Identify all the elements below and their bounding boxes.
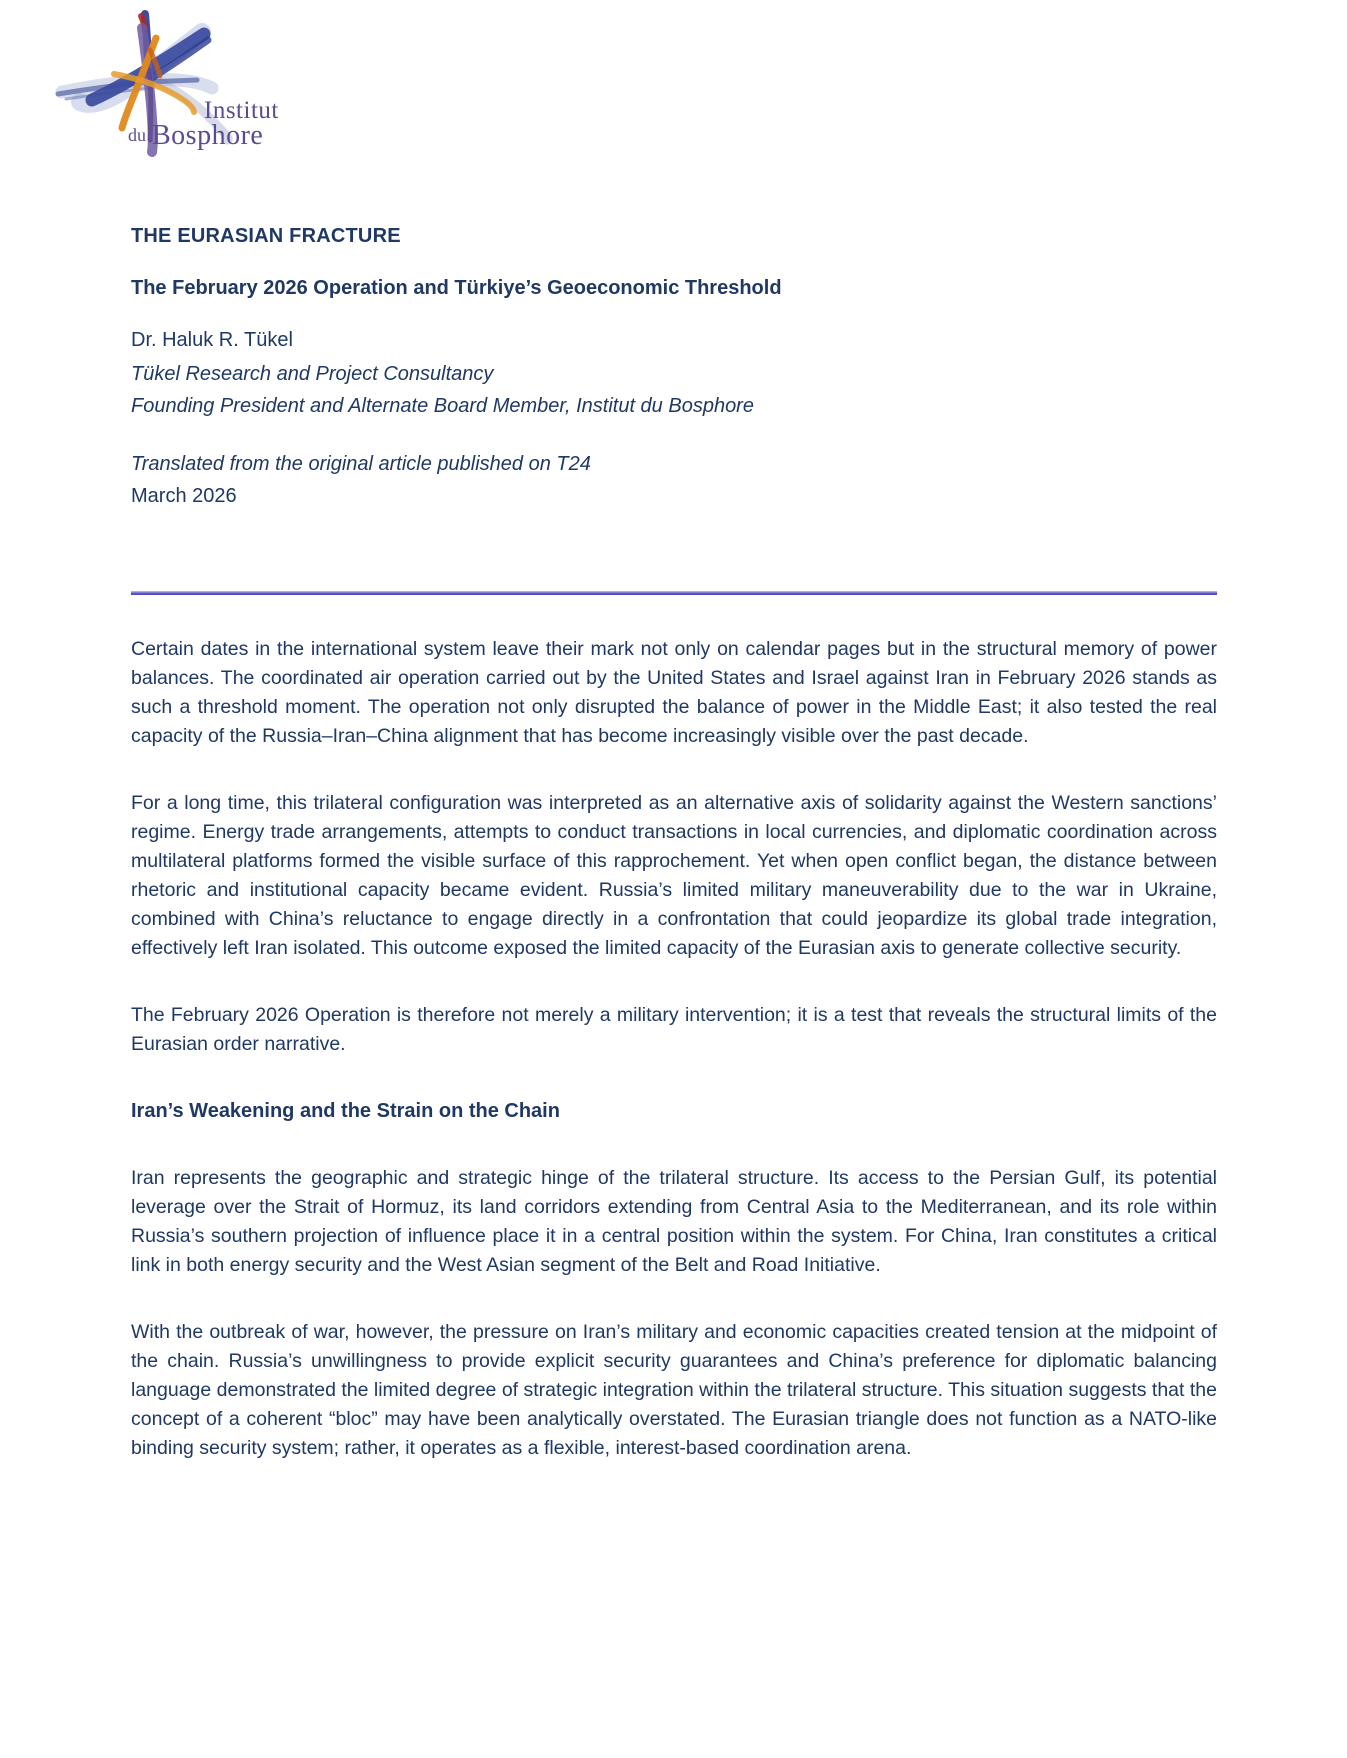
logo-text-institut: Institut — [204, 97, 279, 124]
translation-note: Translated from the original article published on T24 — [131, 453, 591, 475]
logo-text-du: du — [128, 125, 146, 145]
author-affiliation-institut: Founding President and Alternate Board Member, Institut du Bosphore — [131, 395, 754, 417]
article-content — [131, 222, 1217, 1463]
paragraph-5: With the outbreak of war, however, the pressure on Iran’s military and economic capacities created tension at the midpoint of the chain. Russia’s unwillingness to provide explicit security guarantees and China’s preference for diplomatic balancing language demonstrated the limited degree of strategic integration within the trilateral structure. This situation suggests that the concept of a coherent “bloc” may have been analytically overstated. The Eurasian triangle does not function as a NATO-like binding security system; rather, it operates as a flexible, interest-based coordination arena. — [131, 1321, 1217, 1459]
paragraph-3: The February 2026 Operation is therefore not merely a military intervention; it is a test that reveals the structural limits of the Eurasian order narrative. — [131, 1004, 1217, 1055]
article-subtitle: The February 2026 Operation and Türkiye’s Geoeconomic Threshold — [131, 277, 782, 299]
paragraph-4: Iran represents the geographic and strategic hinge of the trilateral structure. Its access to the Persian Gulf, its potential leverage over the Strait of Hormuz, its land corridors extending from Central Asia to the Mediterranean, and its role within Russia’s southern projection of influence place it in a central position within the system. For China, Iran constitutes a critical link in both energy security and the West Asian segment of the Belt and Road Initiative. — [131, 1167, 1217, 1276]
header-divider-rule — [131, 591, 1217, 595]
paragraph-1: Certain dates in the international system leave their mark not only on calendar pages but in the structural memory of power balances. The coordinated air operation carried out by the United States and Israel against Iran in February 2026 stands as such a threshold moment. The operation not only disrupted the balance of power in the Middle East; it also tested the real capacity of the Russia–Iran–China alignment that has become increasingly visible over the past decade. — [131, 638, 1217, 747]
institut-du-bosphore-logo — [52, 0, 302, 165]
author-name: Dr. Haluk R. Tükel — [131, 329, 293, 351]
publication-date: March 2026 — [131, 485, 237, 507]
article-title: THE EURASIAN FRACTURE — [131, 225, 401, 247]
section-heading-iran-weakening: Iran’s Weakening and the Strain on the Chain — [131, 1100, 560, 1122]
paragraph-2: For a long time, this trilateral configuration was interpreted as an alternative axis of solidarity against the Western sanctions’ regime. Energy trade arrangements, attempts to conduct transactions in local currencies, and diplomatic coordination across multilateral platforms formed the visible surface of this rapprochement. Yet when open conflict began, the distance between rhetoric and institutional capacity became evident. Russia’s limited military maneuverability due to the war in Ukraine, combined with China’s reluctance to engage directly in a confrontation that could jeopardize its global trade integration, effectively left Iran isolated. This outcome exposed the limited capacity of the Eurasian axis to generate collective security. — [131, 792, 1217, 959]
logo-text-bosphore: Bosphore — [152, 120, 264, 151]
brushstroke-star-icon — [52, 0, 302, 165]
author-affiliation-consultancy: Tükel Research and Project Consultancy — [131, 363, 494, 385]
